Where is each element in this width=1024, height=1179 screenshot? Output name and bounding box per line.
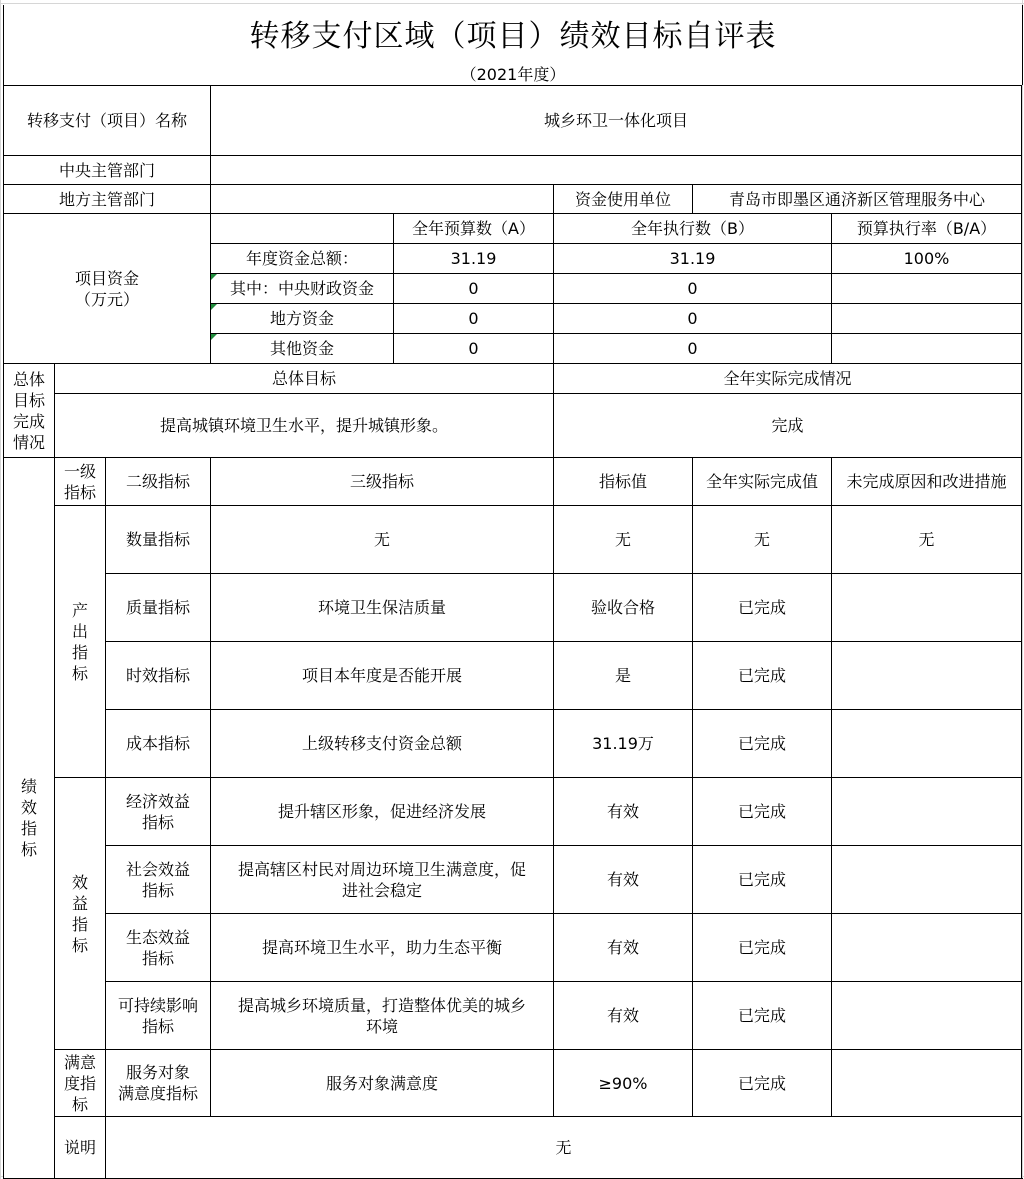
benefit-indicator-label bbox=[55, 778, 106, 1050]
table-row bbox=[4, 185, 1022, 214]
table-row bbox=[4, 642, 1022, 710]
table-row bbox=[4, 914, 1022, 982]
level2-line: 满意度指标 bbox=[117, 1084, 198, 1103]
note-value[interactable]: 无 bbox=[106, 1117, 1022, 1179]
value-cell[interactable]: 有效 bbox=[554, 846, 693, 914]
funds-exec-cell[interactable]: 0 bbox=[554, 304, 832, 334]
funds-exec-cell[interactable]: 0 bbox=[554, 334, 832, 364]
table-row bbox=[4, 1050, 1022, 1117]
indicators-label-char: 绩 bbox=[20, 777, 37, 796]
actual-cell[interactable]: 已完成 bbox=[693, 574, 832, 642]
level3-cell[interactable]: 提高环境卫生水平，助力生态平衡 bbox=[211, 914, 554, 982]
output-label-char: 出 bbox=[71, 621, 88, 641]
level2-cell: 成本指标 bbox=[106, 710, 211, 778]
actual-cell[interactable]: 已完成 bbox=[693, 710, 832, 778]
indicators-section-label bbox=[4, 458, 55, 1179]
output-indicator-label bbox=[55, 506, 106, 778]
level3-cell[interactable]: 上级转移支付资金总额 bbox=[211, 710, 554, 778]
benefit-label-char: 效 bbox=[71, 872, 88, 892]
grid-line bbox=[0, 3, 1024, 4]
funds-label bbox=[4, 214, 211, 364]
overall-goal-text[interactable]: 提高城镇环境卫生水平，提升城镇形象。 bbox=[55, 394, 554, 458]
funds-corner-cell bbox=[211, 214, 394, 244]
level2-line: 可持续影响 bbox=[117, 995, 198, 1015]
level3-cell[interactable]: 环境卫生保洁质量 bbox=[211, 574, 554, 642]
header-level1-line: 指标 bbox=[63, 482, 96, 502]
actual-cell[interactable]: 已完成 bbox=[693, 1050, 832, 1117]
header-level1-line: 一级 bbox=[63, 461, 96, 481]
value-cell[interactable]: 无 bbox=[554, 506, 693, 574]
level2-line: 指标 bbox=[141, 1016, 174, 1036]
funds-rate-cell[interactable] bbox=[832, 334, 1022, 364]
level2-cell bbox=[106, 914, 211, 982]
level2-cell bbox=[106, 1050, 211, 1117]
level2-cell bbox=[106, 846, 211, 914]
level2-line: 指标 bbox=[141, 948, 174, 968]
funds-exec-cell[interactable]: 0 bbox=[554, 274, 832, 304]
actual-cell[interactable]: 无 bbox=[693, 506, 832, 574]
actual-cell[interactable]: 已完成 bbox=[693, 778, 832, 846]
reason-cell[interactable] bbox=[832, 642, 1022, 710]
funds-row-label: 年度资金总额： bbox=[211, 244, 394, 274]
funds-col-rate: 预算执行率（B/A） bbox=[832, 214, 1022, 244]
level2-cell bbox=[106, 778, 211, 846]
table-row bbox=[4, 458, 1022, 506]
note-label: 说明 bbox=[55, 1117, 106, 1179]
overall-completion-text[interactable]: 完成 bbox=[554, 394, 1022, 458]
fund-unit-label: 资金使用单位 bbox=[554, 185, 693, 214]
table-row bbox=[4, 364, 1022, 394]
table-row bbox=[4, 710, 1022, 778]
level3-cell[interactable] bbox=[211, 846, 554, 914]
level2-cell: 质量指标 bbox=[106, 574, 211, 642]
funds-budget-cell[interactable]: 31.19 bbox=[394, 244, 554, 274]
level3-cell[interactable] bbox=[211, 982, 554, 1050]
funds-row-label: 地方资金 bbox=[211, 304, 394, 334]
value-cell[interactable]: 有效 bbox=[554, 778, 693, 846]
overall-label-line: 完成 bbox=[12, 411, 45, 431]
level2-line: 经济效益 bbox=[125, 791, 190, 811]
overall-label bbox=[4, 364, 55, 458]
output-label-char: 指 bbox=[71, 642, 88, 662]
central-dept-label: 中央主管部门 bbox=[4, 156, 211, 185]
benefit-label-char: 指 bbox=[71, 914, 88, 934]
value-cell[interactable]: 验收合格 bbox=[554, 574, 693, 642]
satisfaction-label-line: 标 bbox=[71, 1094, 88, 1114]
benefit-label-char: 标 bbox=[71, 935, 88, 955]
overall-completion-header: 全年实际完成情况 bbox=[554, 364, 1022, 394]
value-cell[interactable]: 有效 bbox=[554, 982, 693, 1050]
header-actual: 全年实际完成值 bbox=[693, 458, 832, 506]
level3-line: 提高城乡环境质量，打造整体优美的城乡 bbox=[237, 995, 526, 1015]
table-row bbox=[4, 574, 1022, 642]
output-label-char: 标 bbox=[71, 663, 88, 683]
funds-exec-cell[interactable]: 31.19 bbox=[554, 244, 832, 274]
header-level1 bbox=[55, 458, 106, 506]
funds-label-line: （万元） bbox=[74, 289, 139, 309]
actual-cell[interactable]: 已完成 bbox=[693, 914, 832, 982]
fund-unit-value[interactable]: 青岛市即墨区通济新区管理服务中心 bbox=[693, 185, 1022, 214]
funds-rate-cell[interactable]: 100% bbox=[832, 244, 1022, 274]
header-level2: 二级指标 bbox=[106, 458, 211, 506]
level3-cell[interactable]: 项目本年度是否能开展 bbox=[211, 642, 554, 710]
reason-cell[interactable] bbox=[832, 1050, 1022, 1117]
funds-row-label: 其他资金 bbox=[211, 334, 394, 364]
table-row bbox=[4, 86, 1022, 156]
level2-line: 服务对象 bbox=[125, 1063, 190, 1082]
funds-label-line: 项目资金 bbox=[74, 268, 139, 288]
funds-col-exec: 全年执行数（B） bbox=[554, 214, 832, 244]
table-row bbox=[4, 846, 1022, 914]
level2-cell: 数量指标 bbox=[106, 506, 211, 574]
satisfaction-label-line: 度指 bbox=[63, 1073, 96, 1093]
level2-line: 指标 bbox=[141, 812, 174, 832]
form-year: （2021年度） bbox=[3, 61, 1023, 85]
table-row bbox=[4, 156, 1022, 185]
reason-cell[interactable] bbox=[832, 914, 1022, 982]
central-dept-value[interactable] bbox=[211, 156, 1022, 185]
table-row bbox=[4, 778, 1022, 846]
value-cell[interactable]: ≥90% bbox=[554, 1050, 693, 1117]
reason-cell[interactable] bbox=[832, 982, 1022, 1050]
reason-cell[interactable] bbox=[832, 846, 1022, 914]
value-cell[interactable]: 31.19万 bbox=[554, 710, 693, 778]
level3-line: 进社会稳定 bbox=[341, 880, 422, 900]
table-row bbox=[4, 1117, 1022, 1179]
actual-cell[interactable]: 已完成 bbox=[693, 982, 832, 1050]
table-row bbox=[4, 506, 1022, 574]
local-dept-label: 地方主管部门 bbox=[4, 185, 211, 214]
indicators-label-char: 效 bbox=[20, 798, 37, 817]
funds-row-label: 其中：中央财政资金 bbox=[211, 274, 394, 304]
satisfaction-label-line: 满意 bbox=[63, 1052, 96, 1072]
grid-line bbox=[0, 0, 1, 1179]
level3-line: 提高辖区村民对周边环境卫生满意度，促 bbox=[237, 859, 526, 879]
overall-label-line: 总体 bbox=[12, 369, 45, 389]
overall-label-line: 情况 bbox=[12, 432, 45, 452]
level3-cell[interactable]: 服务对象满意度 bbox=[211, 1050, 554, 1117]
form-title: 转移支付区域（项目）绩效目标自评表 bbox=[3, 5, 1023, 61]
level2-cell bbox=[106, 982, 211, 1050]
funds-rate-cell[interactable] bbox=[832, 304, 1022, 334]
value-cell[interactable]: 是 bbox=[554, 642, 693, 710]
reason-cell[interactable] bbox=[832, 574, 1022, 642]
level2-line: 社会效益 bbox=[125, 859, 190, 879]
actual-cell[interactable]: 已完成 bbox=[693, 846, 832, 914]
evaluation-table bbox=[3, 85, 1022, 1179]
table-row bbox=[4, 214, 1022, 244]
funds-budget-cell[interactable]: 0 bbox=[394, 304, 554, 334]
table-row bbox=[4, 982, 1022, 1050]
satisfaction-indicator-label bbox=[55, 1050, 106, 1117]
header-level3: 三级指标 bbox=[211, 458, 554, 506]
grid-line bbox=[1022, 0, 1023, 1179]
output-label-char: 产 bbox=[71, 600, 88, 620]
overall-label-line: 目标 bbox=[12, 390, 45, 410]
local-dept-value[interactable] bbox=[211, 185, 554, 214]
indicators-label-char: 指 bbox=[20, 819, 37, 838]
funds-col-budget: 全年预算数（A） bbox=[394, 214, 554, 244]
level3-cell[interactable]: 提升辖区形象，促进经济发展 bbox=[211, 778, 554, 846]
reason-cell[interactable]: 无 bbox=[832, 506, 1022, 574]
reason-cell[interactable] bbox=[832, 710, 1022, 778]
overall-goal-header: 总体目标 bbox=[55, 364, 554, 394]
project-name-label: 转移支付（项目）名称 bbox=[4, 86, 211, 156]
value-cell[interactable]: 有效 bbox=[554, 914, 693, 982]
funds-budget-cell[interactable]: 0 bbox=[394, 334, 554, 364]
level2-line: 指标 bbox=[141, 880, 174, 900]
actual-cell[interactable]: 已完成 bbox=[693, 642, 832, 710]
funds-rate-cell[interactable] bbox=[832, 274, 1022, 304]
benefit-label-char: 益 bbox=[71, 893, 88, 913]
level3-cell[interactable]: 无 bbox=[211, 506, 554, 574]
table-row bbox=[4, 394, 1022, 458]
reason-cell[interactable] bbox=[832, 778, 1022, 846]
level3-line: 环境 bbox=[365, 1016, 398, 1036]
header-reason: 未完成原因和改进措施 bbox=[832, 458, 1022, 506]
level2-cell: 时效指标 bbox=[106, 642, 211, 710]
header-value: 指标值 bbox=[554, 458, 693, 506]
indicators-label-char: 标 bbox=[20, 840, 37, 859]
level2-line: 生态效益 bbox=[125, 927, 190, 947]
funds-budget-cell[interactable]: 0 bbox=[394, 274, 554, 304]
project-name-value[interactable]: 城乡环卫一体化项目 bbox=[211, 86, 1022, 156]
